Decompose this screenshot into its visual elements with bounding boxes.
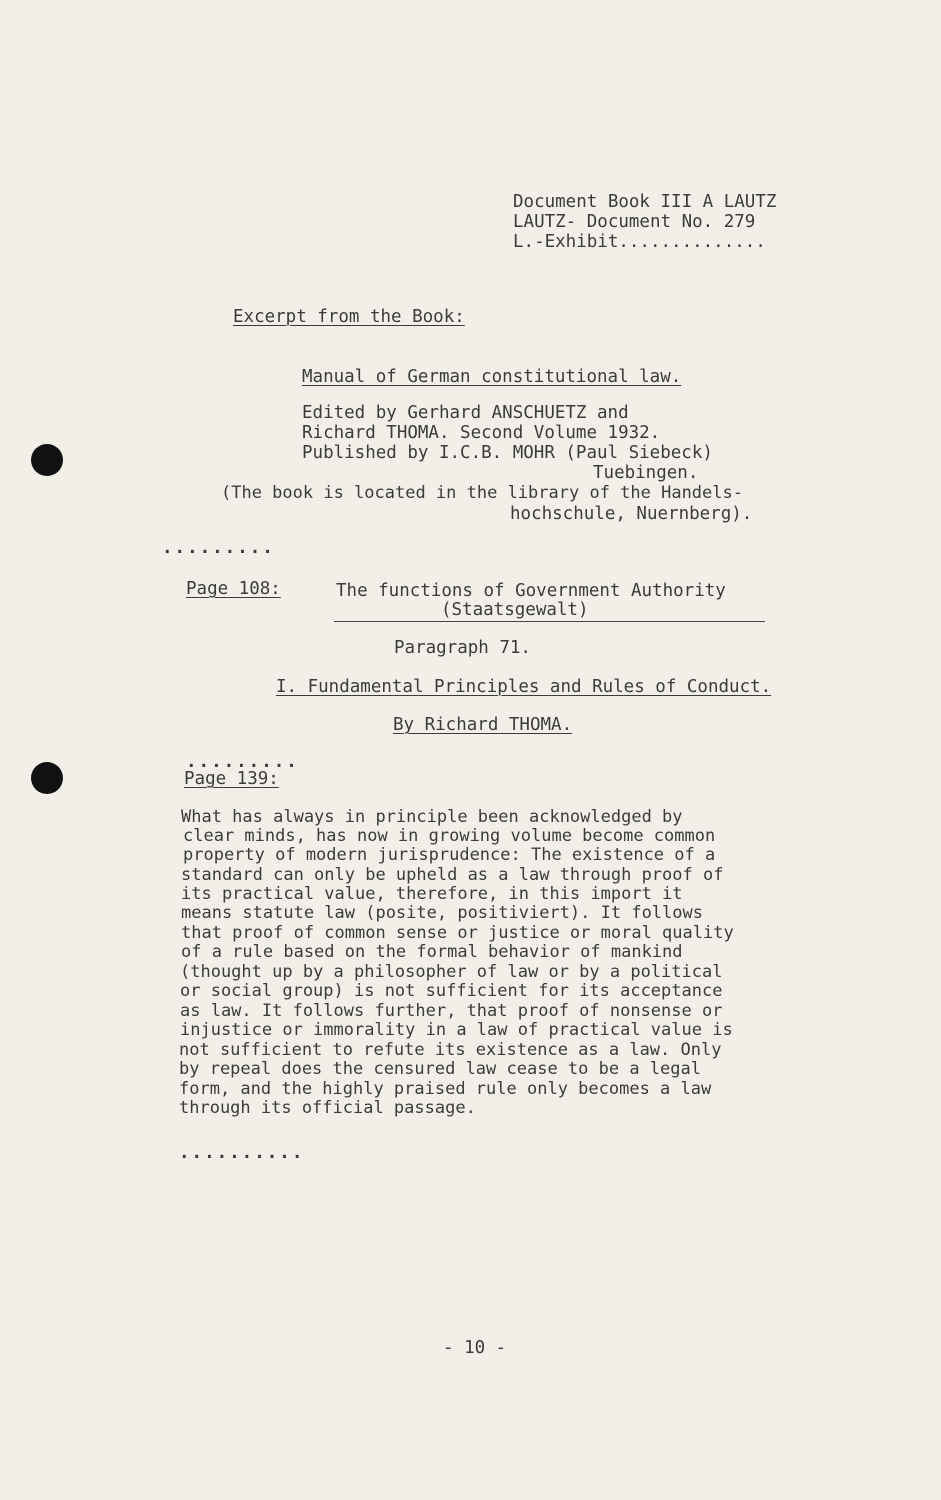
paragraph-number: Paragraph 71. — [394, 638, 531, 658]
punch-hole-top — [31, 444, 63, 476]
book-published-line-1: Published by I.C.B. MOHR (Paul Siebeck) — [302, 443, 713, 463]
quote-line: by repeal does the censured law cease to be a legal — [179, 1059, 701, 1079]
book-location-line-2: hochschule, Nuernberg). — [510, 504, 753, 524]
quote-line: that proof of common sense or justice or moral quality — [181, 923, 734, 943]
section-heading-line-1: The functions of Government Authority — [336, 581, 726, 601]
page-108-label: Page 108: — [186, 579, 281, 599]
excerpt-label: Excerpt from the Book: — [233, 307, 465, 327]
quote-line: What has always in principle been acknowledged by — [181, 807, 683, 827]
quote-line: means statute law (posite, positiviert). It follows — [181, 903, 703, 923]
quote-line: or social group) is not sufficient for its acceptance — [180, 981, 723, 1001]
page-number: - 10 - — [443, 1338, 507, 1358]
book-location-line-1: (The book is located in the library of the Handels- — [221, 483, 743, 503]
quote-line: through its official passage. — [179, 1098, 476, 1118]
separator-dots: ......... — [186, 752, 299, 772]
separator-dots: ......... — [162, 538, 275, 558]
quote-line: property of modern jurisprudence: The existence of a — [183, 845, 716, 865]
section-heading-line-2: (Staatsgewalt) — [441, 600, 589, 620]
header-line-1: Document Book III A LAUTZ — [513, 192, 777, 212]
quote-line: standard can only be upheld as a law through proof of — [181, 865, 724, 885]
punch-hole-bottom — [31, 762, 63, 794]
book-title: Manual of German constitutional law. — [302, 367, 682, 387]
quote-line: clear minds, has now in growing volume become common — [183, 826, 716, 846]
section-author: By Richard THOMA. — [393, 715, 573, 735]
quote-line: (thought up by a philosopher of law or by a political — [180, 962, 723, 982]
book-published-line-2: Tuebingen. — [593, 463, 699, 483]
header-line-3: L.-Exhibit.............. — [513, 232, 766, 252]
quote-line: not sufficient to refute its existence as a law. Only — [179, 1040, 722, 1060]
quote-line: injustice or immorality in a law of practical value is — [180, 1020, 733, 1040]
quote-line: form, and the highly praised rule only becomes a law — [179, 1079, 712, 1099]
book-edited-line-2: Richard THOMA. Second Volume 1932. — [302, 423, 661, 443]
page-139-label: Page 139: — [184, 769, 279, 789]
book-edited-line-1: Edited by Gerhard ANSCHUETZ and — [302, 403, 629, 423]
quote-line: of a rule based on the formal behavior of mankind — [181, 942, 683, 962]
separator-dots: .......... — [179, 1143, 305, 1163]
quote-line: its practical value, therefore, in this import it — [181, 884, 683, 904]
quote-line: as law. It follows further, that proof of nonsense or — [180, 1001, 723, 1021]
section-heading-underline — [334, 621, 765, 622]
section-subheading: I. Fundamental Principles and Rules of Conduct. — [276, 677, 772, 697]
header-line-2: LAUTZ- Document No. 279 — [513, 212, 756, 232]
